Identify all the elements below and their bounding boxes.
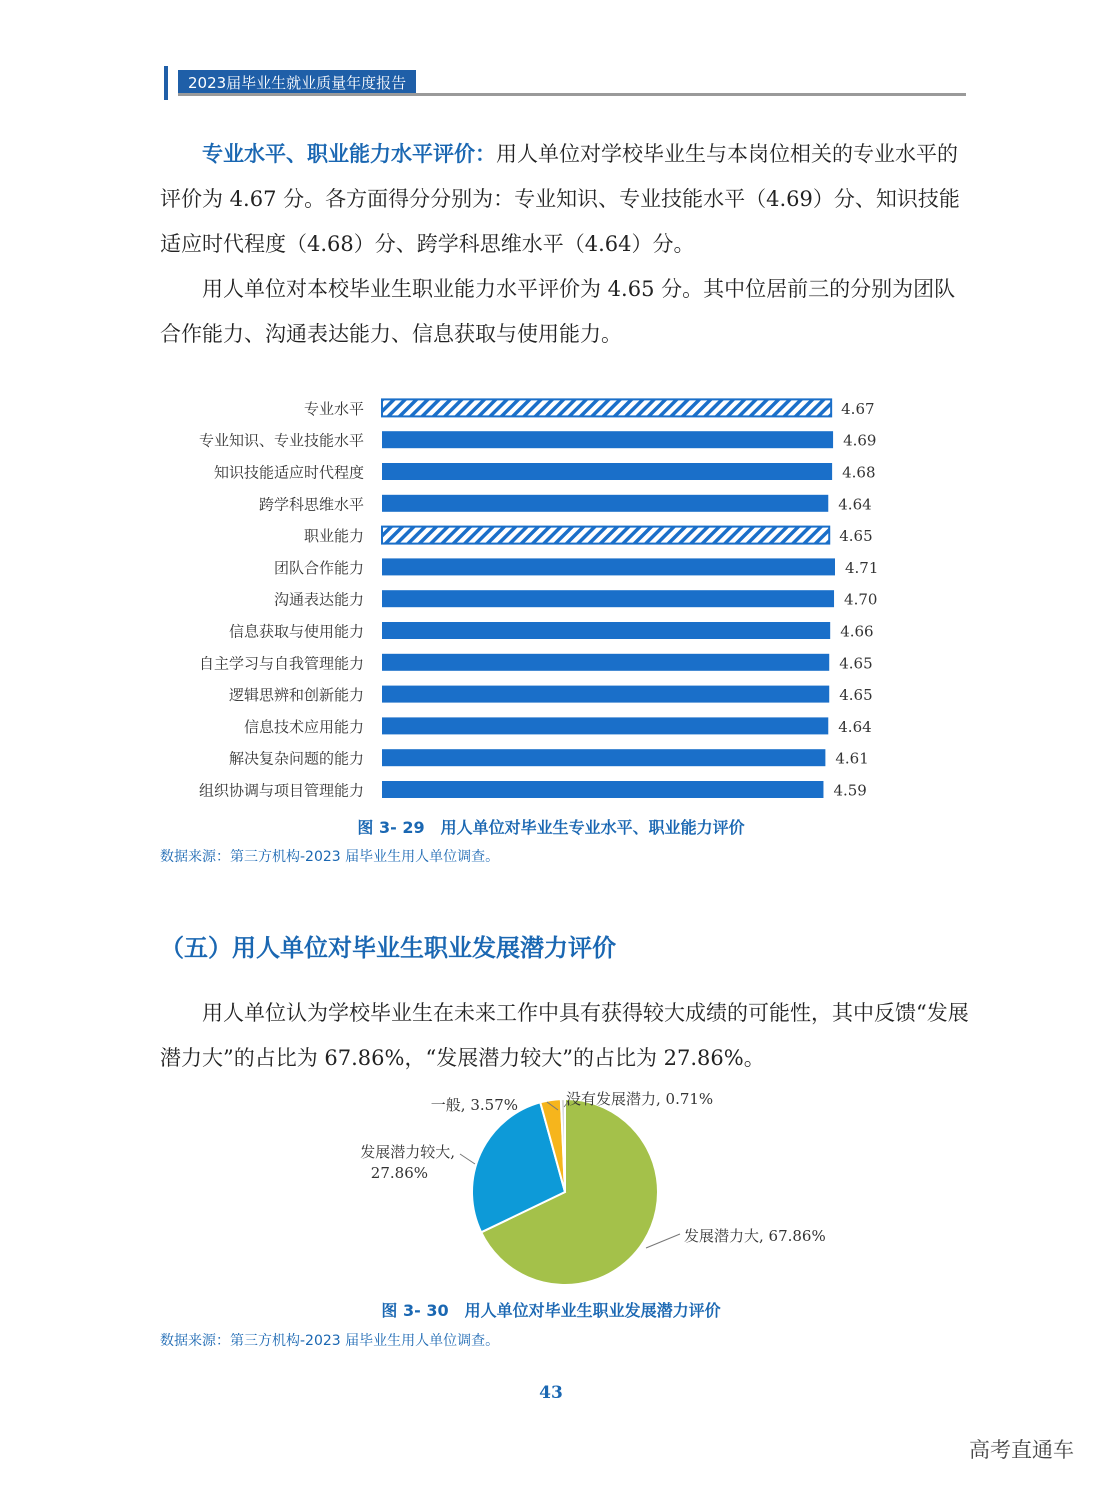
bar-category-label: 沟通表达能力 — [273, 590, 364, 609]
potential-pie-chart — [300, 1082, 860, 1294]
watermark: 高考直通车 — [969, 1438, 1074, 1462]
bar-value-label: 4.67 — [841, 399, 875, 418]
bar — [382, 527, 829, 544]
header-rule — [178, 93, 966, 96]
pie-label-big: 发展潜力大, 67.86% — [684, 1227, 826, 1245]
pie-label-large-line1: 发展潜力较大, — [360, 1143, 455, 1161]
figure-2-source: 数据来源：第三方机构-2023 届毕业生用人单位调查。 — [160, 1333, 500, 1349]
pie-leader-large — [460, 1154, 475, 1164]
intro-lead: 专业水平、职业能力水平评价： — [202, 142, 496, 166]
figure-1-caption: 图 3- 29 用人单位对毕业生专业水平、职业能力评价 — [357, 818, 745, 837]
bar-value-label: 4.65 — [839, 686, 873, 705]
figure-1-source: 数据来源：第三方机构-2023 届毕业生用人单位调查。 — [160, 849, 500, 865]
intro-paragraph-2: 用人单位对本校毕业生职业能力水平评价为 4.65 分。其中位居前三的分别为团队合作能力、沟通表达能力、信息获取与使用能力。 — [160, 277, 956, 346]
page-number: 43 — [539, 1383, 563, 1403]
bar — [382, 495, 828, 512]
pie-leader-big — [646, 1234, 680, 1248]
bar-category-label: 职业能力 — [303, 527, 364, 546]
intro-text-1: 用人单位对学校毕业生与本岗位相关的专业水平的评价为 4.67 分。各方面得分分别为：专业知识、专业技能水平（4.69）分、知识技能适应时代程度（4.68）分、跨学科思维水平（4.64）分。 — [160, 142, 960, 256]
intro-paragraph-1 — [160, 132, 972, 267]
bar-category-label: 组织协调与项目管理能力 — [198, 781, 364, 800]
header-accent-bar — [164, 66, 168, 100]
bar-value-label: 4.68 — [842, 463, 876, 482]
bar-category-label: 知识技能适应时代程度 — [213, 463, 364, 482]
pie-label-large-line2: 27.86% — [370, 1164, 428, 1182]
bar-value-label: 4.65 — [839, 654, 873, 673]
bar-value-label: 4.65 — [839, 527, 873, 546]
report-title: 2023届毕业生就业质量年度报告 — [178, 70, 416, 96]
bar-value-label: 4.64 — [838, 717, 872, 736]
bar — [382, 463, 832, 480]
ability-bar-chart — [160, 382, 920, 802]
bar-value-label: 4.71 — [845, 558, 879, 577]
bar — [382, 590, 834, 607]
bar-category-label: 解决复杂问题的能力 — [228, 749, 364, 768]
bar — [382, 717, 828, 734]
figure-2-caption: 图 3- 30 用人单位对毕业生职业发展潜力评价 — [381, 1301, 721, 1320]
potential-paragraph: 用人单位认为学校毕业生在未来工作中具有获得较大成绩的可能性，其中反馈“发展潜力大”的占比为 67.86%，“发展潜力较大”的占比为 27.86%。 — [160, 1001, 969, 1070]
bar-category-label: 团队合作能力 — [273, 558, 364, 577]
section-title: （五）用人单位对毕业生职业发展潜力评价 — [160, 934, 616, 962]
bar-category-label: 信息技术应用能力 — [243, 717, 364, 736]
bar-category-label: 逻辑思辨和创新能力 — [228, 686, 364, 705]
bar-value-label: 4.70 — [844, 590, 878, 609]
pie-label-general: 一般, 3.57% — [430, 1096, 518, 1114]
pie-label-none: 没有发展潜力, 0.71% — [566, 1090, 714, 1108]
bar — [382, 781, 823, 798]
bar — [382, 399, 831, 416]
bar — [382, 749, 825, 766]
bar — [382, 622, 830, 639]
bar-category-label: 信息获取与使用能力 — [228, 622, 364, 641]
bar-value-label: 4.59 — [833, 781, 867, 800]
bar-value-label: 4.64 — [838, 495, 872, 514]
bar-category-label: 专业知识、专业技能水平 — [198, 431, 364, 450]
bar — [382, 654, 829, 671]
bar-value-label: 4.66 — [840, 622, 874, 641]
bar — [382, 431, 833, 448]
bar — [382, 558, 835, 575]
bar-category-label: 自主学习与自我管理能力 — [198, 654, 364, 673]
bar-value-label: 4.61 — [835, 749, 869, 768]
bar-category-label: 专业水平 — [303, 399, 364, 418]
bar-category-label: 跨学科思维水平 — [258, 495, 364, 514]
bar-value-label: 4.69 — [843, 431, 877, 450]
bar — [382, 686, 829, 703]
report-header — [164, 66, 966, 100]
